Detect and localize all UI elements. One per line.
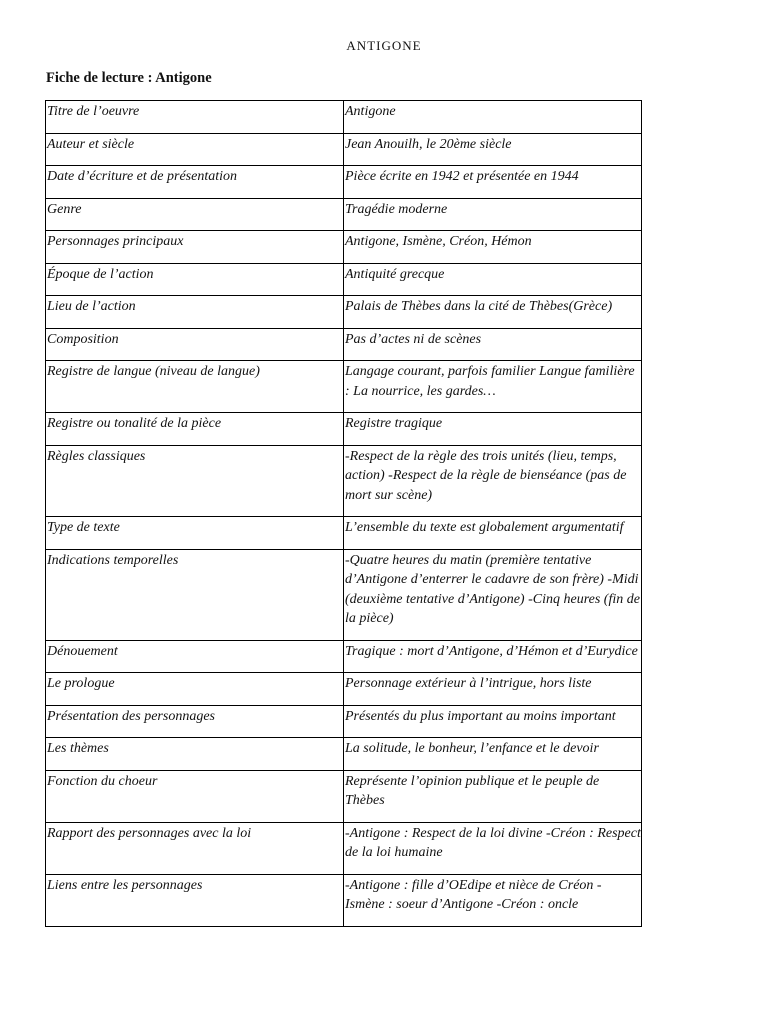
row-value: Présentés du plus important au moins important (344, 705, 642, 738)
row-label: Genre (46, 198, 344, 231)
table-row (46, 166, 642, 199)
table-row (46, 361, 642, 413)
table-row (46, 640, 642, 673)
row-value: Personnage extérieur à l’intrigue, hors liste (344, 673, 642, 706)
row-label: Indications temporelles (46, 549, 344, 640)
row-label: Titre de l’oeuvre (46, 101, 344, 134)
table-row (46, 263, 642, 296)
row-label: Présentation des personnages (46, 705, 344, 738)
table-row (46, 738, 642, 771)
table-row (46, 296, 642, 329)
row-label: Registre ou tonalité de la pièce (46, 413, 344, 446)
row-label: Les thèmes (46, 738, 344, 771)
table-row (46, 673, 642, 706)
row-label: Liens entre les personnages (46, 874, 344, 926)
row-label: Composition (46, 328, 344, 361)
table-row (46, 874, 642, 926)
row-value: -Quatre heures du matin (première tentative d’Antigone d’enterrer le cadavre de son frère) -Midi (deuxième tentative d’Antigone) -Cinq heures (fin de la pièce) (344, 549, 642, 640)
table-row (46, 101, 642, 134)
row-value: Palais de Thèbes dans la cité de Thèbes(Grèce) (344, 296, 642, 329)
table-row (46, 231, 642, 264)
table-row (46, 133, 642, 166)
reading-sheet-table (45, 100, 642, 927)
table-row (46, 705, 642, 738)
row-value: La solitude, le bonheur, l’enfance et le devoir (344, 738, 642, 771)
row-value: L’ensemble du texte est globalement argumentatif (344, 517, 642, 550)
row-label: Type de texte (46, 517, 344, 550)
row-value: -Antigone : Respect de la loi divine -Créon : Respect de la loi humaine (344, 822, 642, 874)
row-value: Jean Anouilh, le 20ème siècle (344, 133, 642, 166)
row-value: Tragédie moderne (344, 198, 642, 231)
page-title: antigone (346, 34, 422, 55)
table-row (46, 413, 642, 446)
row-label: Lieu de l’action (46, 296, 344, 329)
row-value: -Antigone : fille d’OEdipe et nièce de Créon -Ismène : soeur d’Antigone -Créon : oncle (344, 874, 642, 926)
row-label: Le prologue (46, 673, 344, 706)
row-value: Tragique : mort d’Antigone, d’Hémon et d’Eurydice (344, 640, 642, 673)
row-label: Personnages principaux (46, 231, 344, 264)
row-value: Registre tragique (344, 413, 642, 446)
document-subtitle: Fiche de lecture : Antigone (46, 70, 212, 86)
row-value: Antigone (344, 101, 642, 134)
row-label: Registre de langue (niveau de langue) (46, 361, 344, 413)
row-value: Antigone, Ismène, Créon, Hémon (344, 231, 642, 264)
row-label: Rapport des personnages avec la loi (46, 822, 344, 874)
row-label: Règles classiques (46, 445, 344, 517)
table-row (46, 517, 642, 550)
table-row (46, 198, 642, 231)
row-label: Époque de l’action (46, 263, 344, 296)
row-label: Auteur et siècle (46, 133, 344, 166)
table-row (46, 549, 642, 640)
row-value: Antiquité grecque (344, 263, 642, 296)
row-value: Représente l’opinion publique et le peuple de Thèbes (344, 770, 642, 822)
row-value: -Respect de la règle des trois unités (lieu, temps, action) -Respect de la règle de bienséance (pas de mort sur scène) (344, 445, 642, 517)
row-label: Dénouement (46, 640, 344, 673)
row-value: Pièce écrite en 1942 et présentée en 1944 (344, 166, 642, 199)
row-label: Date d’écriture et de présentation (46, 166, 344, 199)
table-row (46, 328, 642, 361)
table-row (46, 445, 642, 517)
row-label: Fonction du choeur (46, 770, 344, 822)
row-value: Langage courant, parfois familier Langue familière : La nourrice, les gardes… (344, 361, 642, 413)
row-value: Pas d’actes ni de scènes (344, 328, 642, 361)
table-row (46, 770, 642, 822)
table-row (46, 822, 642, 874)
